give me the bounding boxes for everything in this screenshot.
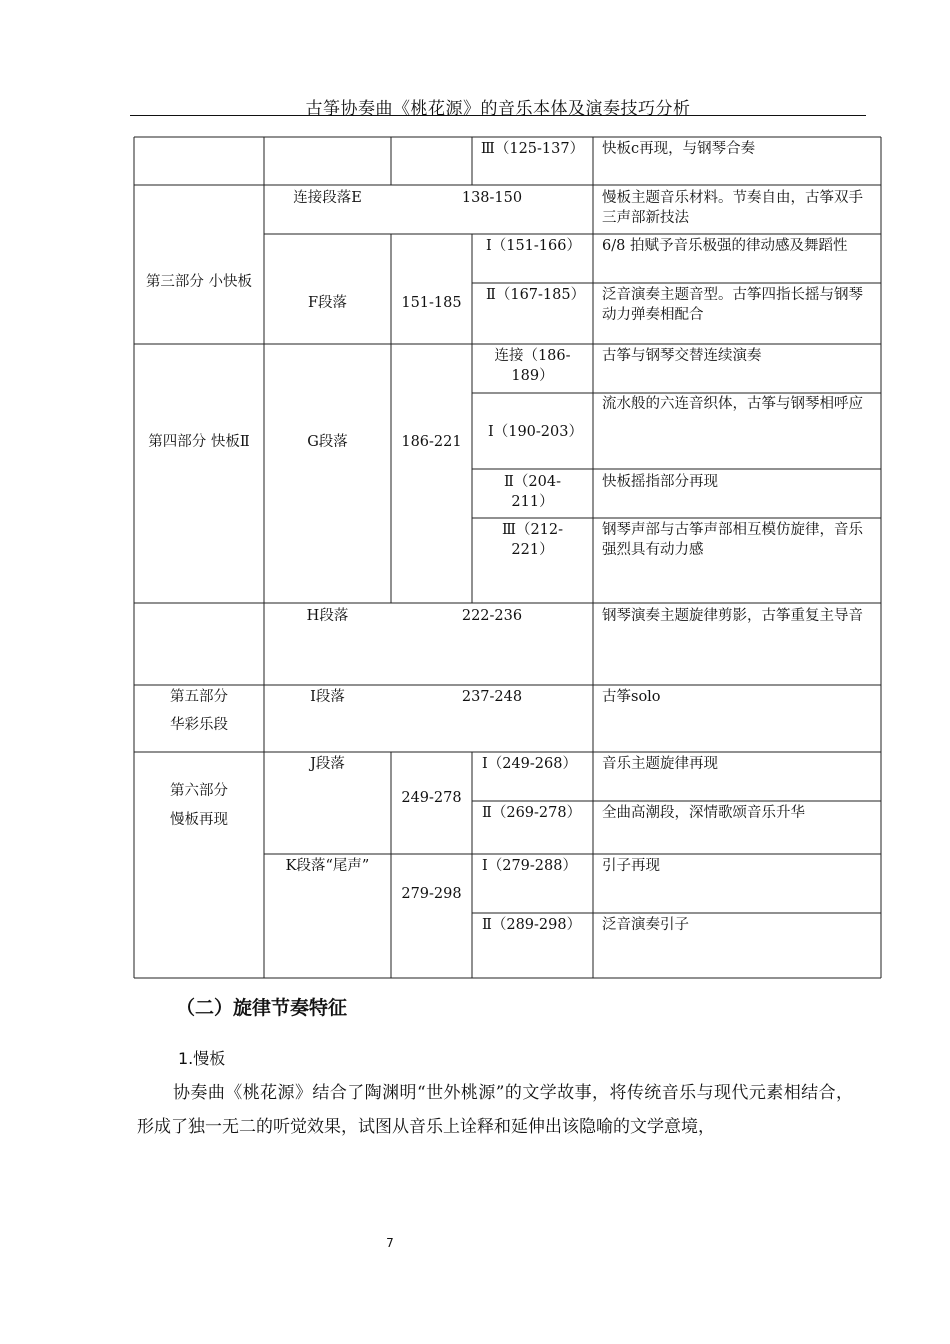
sub-cell: Ⅰ（190-203） [488, 424, 583, 440]
sub-cell: Ⅱ（167-185） [486, 287, 586, 303]
sub-cell: Ⅲ（212-221） [501, 522, 564, 558]
bars-cell: 222-236 [461, 608, 523, 624]
sub-cell: Ⅰ（279-288） [482, 858, 577, 874]
section-heading: （二）旋律节奏特征 [176, 997, 348, 1019]
sub-cell: Ⅰ（151-166） [486, 238, 581, 254]
desc-cell: 音乐主题旋律再现 [602, 756, 718, 772]
sub-cell: 连接（186-189） [494, 348, 571, 384]
bars-cell: 249-278 [401, 790, 462, 806]
desc-cell: 古筝solo [602, 689, 661, 705]
running-header: 古筝协奏曲《桃花源》的音乐本体及演奏技巧分析 [305, 99, 691, 119]
desc-cell: 快板摇指部分再现 [602, 474, 718, 490]
sub-cell: Ⅱ（289-298） [482, 917, 582, 933]
sub-cell: Ⅱ（204-211） [504, 474, 561, 510]
desc-cell: 钢琴演奏主题旋律剪影，古筝重复主导音 [602, 608, 863, 624]
desc-cell: 慢板主题音乐材料。节奏自由，古筝双手三声部新技法 [602, 190, 863, 226]
bars-cell: 138-150 [461, 190, 523, 206]
desc-cell: 快板c再现，与钢琴合奏 [602, 141, 756, 157]
desc-cell: 钢琴声部与古筝声部相互模仿旋律，音乐强烈具有动力感 [602, 522, 863, 558]
part-cell-line1: 第六部分 [170, 783, 228, 799]
part-cell: 第三部分 小快板 [145, 274, 253, 290]
sub-cell: Ⅰ（249-268） [482, 756, 577, 772]
desc-cell: 流水般的六连音织体，古筝与钢琴相呼应 [602, 396, 863, 412]
bars-cell: 186-221 [401, 434, 462, 450]
sub-cell: Ⅱ（269-278） [482, 805, 582, 821]
sub-cell: Ⅲ（125-137） [480, 141, 585, 157]
bars-cell: 151-185 [401, 295, 462, 311]
desc-cell: 泛音演奏主题音型。古筝四指长摇与钢琴动力弹奏相配合 [602, 287, 863, 323]
section-cell: K段落“尾声” [285, 858, 370, 874]
body-paragraph: 协奏曲《桃花源》结合了陶渊明“世外桃源”的文学故事，将传统音乐与现代元素相结合，形成了独一无二的听觉效果，试图从音乐上诠释和延伸出该隐喻的文学意境， [137, 1083, 853, 1137]
part-cell-line1: 第五部分 [170, 689, 228, 705]
section-cell: G段落 [307, 434, 348, 450]
desc-cell: 引子再现 [602, 858, 660, 874]
sub-heading: 1.慢板 [178, 1049, 226, 1068]
desc-cell: 全曲高潮段，深情歌颂音乐升华 [602, 805, 805, 821]
part-cell-line2: 华彩乐段 [170, 717, 228, 733]
section-cell: Ⅰ段落 [310, 689, 345, 705]
part-cell: 第四部分 快板Ⅱ [148, 434, 250, 450]
section-cell: J段落 [310, 756, 345, 772]
desc-cell: 泛音演奏引子 [602, 917, 689, 933]
desc-cell: 古筝与钢琴交替连续演奏 [602, 348, 762, 364]
page-number: 7 [386, 1236, 394, 1250]
section-cell: F段落 [307, 295, 348, 311]
desc-cell: 6/8 拍赋予音乐极强的律动感及舞蹈性 [602, 238, 848, 254]
section-cell: 连接段落E [293, 190, 362, 206]
part-cell-line2: 慢板再现 [170, 812, 228, 828]
section-cell: H段落 [306, 608, 349, 624]
bars-cell: 237-248 [461, 689, 523, 705]
bars-cell: 279-298 [401, 886, 462, 902]
